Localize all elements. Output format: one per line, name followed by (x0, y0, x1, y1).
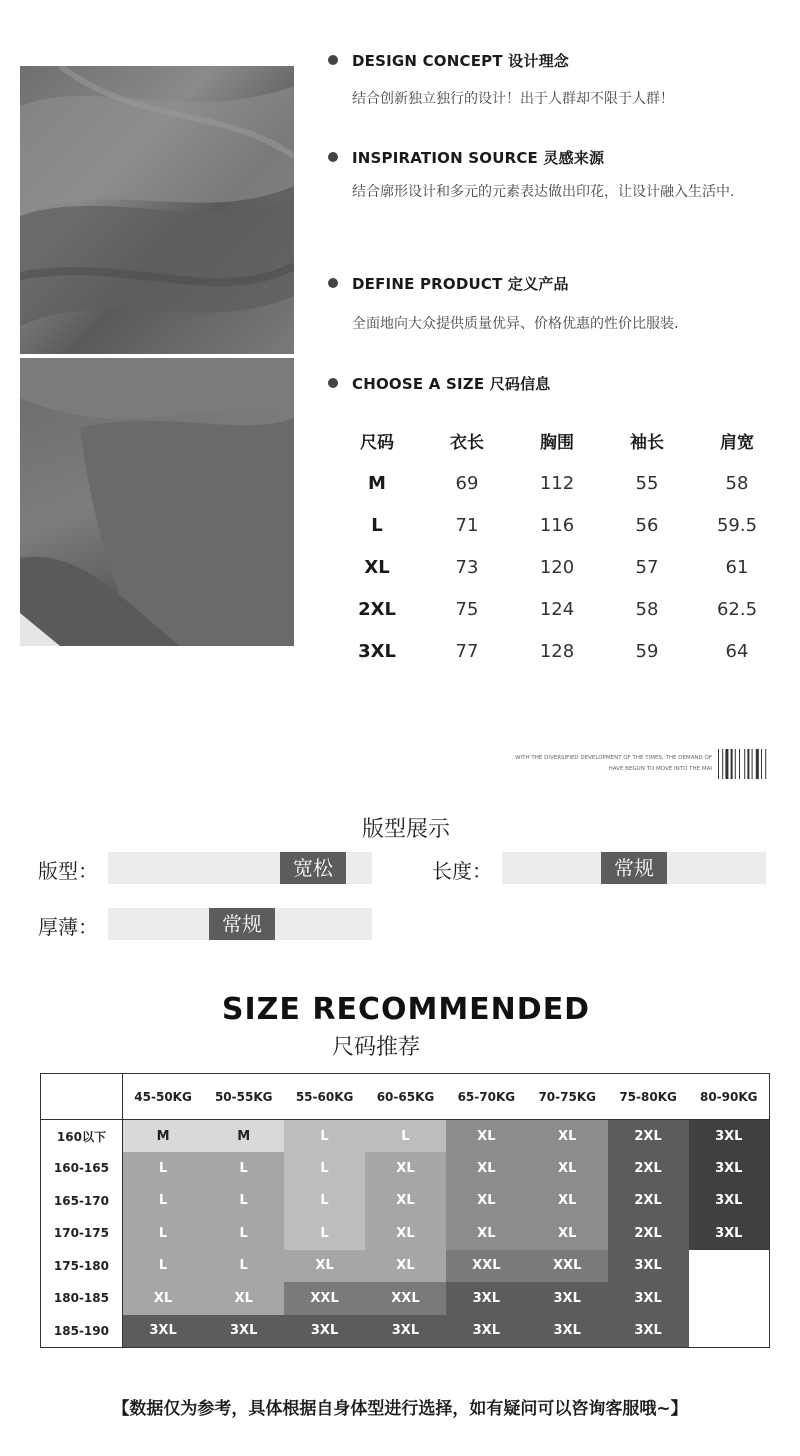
recommended-size-cell: 3XL (122, 1315, 203, 1348)
measure-value-cell: 124 (539, 598, 575, 620)
recommended-size-cell: 3XL (446, 1282, 527, 1315)
size-recommended-subtitle: 尺码推荐 (331, 1035, 420, 1060)
recommended-size-cell: 3XL (608, 1315, 689, 1348)
section-body: 全面地向大众提供质量优异、价格优惠的性价比服装. (352, 316, 679, 332)
table-row (41, 1315, 770, 1348)
section-heading: INSPIRATION SOURCE 灵感来源 (352, 148, 605, 167)
recommended-size-cell: XL (365, 1185, 446, 1218)
table-row (41, 1282, 770, 1315)
recommended-size-cell: M (203, 1120, 284, 1153)
recommended-size-cell: XL (446, 1120, 527, 1153)
design-concept-section (328, 49, 772, 114)
fabric-fold-photo (20, 66, 294, 354)
weight-column-header: 45-50KG (122, 1074, 203, 1120)
section-heading: DEFINE PRODUCT 定义产品 (352, 274, 569, 293)
recommended-size-cell: XL (527, 1185, 608, 1218)
column-header: 袖长 (630, 432, 664, 453)
height-row-header: 170-175 (41, 1217, 123, 1250)
bullet-dot-icon (328, 278, 338, 288)
size-recommend-table (40, 1073, 770, 1348)
measure-value-cell: 61 (725, 556, 749, 578)
recommended-size-cell: L (284, 1185, 365, 1218)
recommended-size-cell: XL (446, 1217, 527, 1250)
recommended-size-cell: XL (284, 1250, 365, 1283)
table-row (332, 630, 782, 672)
measure-value-cell: 69 (455, 472, 479, 494)
recommended-size-cell: 3XL (689, 1185, 770, 1218)
weight-column-header: 55-60KG (284, 1074, 365, 1120)
fit-display-title: 版型展示 (361, 817, 450, 842)
table-header-row (41, 1074, 770, 1120)
weight-column-header: 75-80KG (608, 1074, 689, 1120)
barcode-bar (725, 749, 728, 779)
recommended-size-cell: XL (527, 1120, 608, 1153)
barcode-bar (752, 749, 753, 779)
recommended-size-cell: XL (365, 1250, 446, 1283)
measure-value-cell: 59.5 (716, 514, 758, 536)
table-corner-cell (41, 1074, 123, 1120)
recommended-size-cell: L (122, 1250, 203, 1283)
height-row-header: 160-165 (41, 1152, 123, 1185)
recommended-size-cell: XXL (365, 1282, 446, 1315)
weight-column-header: 70-75KG (527, 1074, 608, 1120)
column-header: 尺码 (360, 432, 394, 453)
recommended-size-cell: L (203, 1152, 284, 1185)
recommended-size-cell: 3XL (608, 1250, 689, 1283)
weight-column-header: 80-90KG (689, 1074, 770, 1120)
recommended-size-cell: 3XL (365, 1315, 446, 1348)
recommended-size-cell: 2XL (608, 1217, 689, 1250)
fit-tag-length: 常规 (601, 852, 667, 884)
recommended-size-cell: L (203, 1185, 284, 1218)
table-row (332, 504, 782, 546)
recommended-size-cell: 3XL (446, 1315, 527, 1348)
measure-value-cell: 58 (725, 472, 749, 494)
recommended-size-cell: L (122, 1152, 203, 1185)
recommended-size-cell: 2XL (608, 1152, 689, 1185)
measure-value-cell: 128 (539, 640, 575, 662)
bullet-dot-icon (328, 152, 338, 162)
cuff-rib-photo (20, 358, 294, 646)
recommended-size-cell (689, 1315, 770, 1348)
measure-value-cell: 77 (455, 640, 479, 662)
weight-column-header: 60-65KG (365, 1074, 446, 1120)
recommended-size-cell (689, 1282, 770, 1315)
barcode-bar (735, 749, 736, 779)
fit-bar-thickness (108, 908, 372, 940)
recommended-size-cell: XL (122, 1282, 203, 1315)
table-row (332, 546, 782, 588)
fit-label-length: 长度： (432, 859, 492, 883)
table-header-row (332, 418, 782, 462)
height-row-header: 185-190 (41, 1315, 123, 1348)
recommended-size-cell: 3XL (689, 1217, 770, 1250)
fit-tag-style: 宽松 (280, 852, 346, 884)
section-body: 结合创新独立独行的设计！出于人群却不限于人群！ (352, 91, 674, 107)
section-body: 结合廓形设计和多元的元素表达做出印花，让设计融入生活中. (352, 184, 735, 200)
measure-value-cell: 59 (635, 640, 659, 662)
recommended-size-cell: L (284, 1217, 365, 1250)
recommended-size-cell: L (203, 1250, 284, 1283)
section-heading: DESIGN CONCEPT 设计理念 (352, 51, 569, 70)
recommended-size-cell: M (122, 1120, 203, 1153)
table-row (41, 1217, 770, 1250)
recommended-size-cell: XL (446, 1152, 527, 1185)
recommended-size-cell: L (122, 1185, 203, 1218)
size-recommended-title: SIZE RECOMMENDED (221, 992, 591, 1027)
size-label-cell: 2XL (358, 598, 396, 620)
recommended-size-cell: XL (446, 1185, 527, 1218)
barcode-bar (761, 749, 762, 779)
barcode-bar (739, 749, 740, 779)
decorative-slogan (500, 753, 712, 775)
measure-value-cell: 64 (725, 640, 749, 662)
measure-value-cell: 58 (635, 598, 659, 620)
cuff-rib-illustration (20, 358, 294, 646)
section-heading: CHOOSE A SIZE 尺码信息 (352, 374, 551, 393)
measure-value-cell: 71 (455, 514, 479, 536)
fabric-fold-illustration (20, 66, 294, 354)
barcode-icon (718, 749, 776, 779)
slogan-line: HAVE BEGUN TO MOVE INTO THE MAI (608, 766, 712, 772)
recommended-size-cell: XL (203, 1282, 284, 1315)
recommended-size-cell: L (284, 1120, 365, 1153)
size-measurement-table (332, 418, 782, 672)
recommended-size-cell: XL (365, 1217, 446, 1250)
recommended-size-cell (689, 1250, 770, 1283)
table-row (332, 462, 782, 504)
recommended-size-cell: 2XL (608, 1185, 689, 1218)
size-label-cell: 3XL (358, 640, 396, 662)
recommended-size-cell: XXL (284, 1282, 365, 1315)
recommended-size-cell: L (284, 1152, 365, 1185)
barcode-bar (718, 749, 719, 779)
barcode-bar (744, 749, 745, 779)
size-label-cell: XL (364, 556, 390, 578)
bullet-dot-icon (328, 378, 338, 388)
height-row-header: 160以下 (41, 1120, 123, 1153)
inspiration-source-section (328, 146, 762, 207)
barcode-bar (731, 749, 733, 779)
choose-size-section (328, 372, 551, 394)
measure-value-cell: 73 (455, 556, 479, 578)
height-row-header: 165-170 (41, 1185, 123, 1218)
recommended-size-cell: XL (365, 1152, 446, 1185)
barcode-bar (747, 749, 749, 779)
fit-tag-thickness: 常规 (209, 908, 275, 940)
recommended-size-cell: XL (527, 1217, 608, 1250)
recommended-size-cell: 3XL (608, 1282, 689, 1315)
barcode-bar (756, 749, 759, 779)
recommended-size-cell: XL (527, 1152, 608, 1185)
measure-value-cell: 116 (539, 514, 575, 536)
measure-value-cell: 112 (539, 472, 575, 494)
measure-value-cell: 57 (635, 556, 659, 578)
recommended-size-cell: L (365, 1120, 446, 1153)
column-header: 衣长 (450, 432, 484, 453)
column-header: 肩宽 (720, 432, 754, 453)
recommended-size-cell: 3XL (284, 1315, 365, 1348)
height-row-header: 180-185 (41, 1282, 123, 1315)
measure-value-cell: 120 (539, 556, 575, 578)
size-label-cell: L (371, 514, 383, 536)
fit-bar-length (502, 852, 766, 884)
weight-column-header: 65-70KG (446, 1074, 527, 1120)
recommended-size-cell: 2XL (608, 1120, 689, 1153)
measure-value-cell: 55 (635, 472, 659, 494)
table-row (41, 1152, 770, 1185)
reference-disclaimer: 【数据仅为参考，具体根据自身体型进行选择，如有疑问可以咨询客服哦~】 (112, 1399, 688, 1419)
weight-column-header: 50-55KG (203, 1074, 284, 1120)
column-header: 胸围 (540, 432, 574, 453)
define-product-section (328, 272, 772, 339)
recommended-size-cell: XXL (527, 1250, 608, 1283)
recommended-size-cell: 3XL (689, 1152, 770, 1185)
table-row (41, 1250, 770, 1283)
barcode-bar (722, 749, 723, 779)
recommended-size-cell: 3XL (203, 1315, 284, 1348)
bullet-dot-icon (328, 55, 338, 65)
measure-value-cell: 62.5 (716, 598, 758, 620)
size-label-cell: M (368, 472, 386, 494)
height-row-header: 175-180 (41, 1250, 123, 1283)
fit-label-thickness: 厚薄： (38, 915, 98, 939)
slogan-line: WITH THE DIVERSIFIED DEVELOPMENT OF THE TIMES, THE DEMAND OF (515, 755, 712, 761)
recommended-size-cell: 3XL (689, 1120, 770, 1153)
recommended-size-cell: L (122, 1217, 203, 1250)
measure-value-cell: 56 (635, 514, 659, 536)
recommended-size-cell: 3XL (527, 1282, 608, 1315)
barcode-bar (765, 749, 766, 779)
recommended-size-cell: 3XL (527, 1315, 608, 1348)
table-row (41, 1185, 770, 1218)
recommended-size-cell: XXL (446, 1250, 527, 1283)
fit-label-style: 版型： (38, 859, 98, 883)
table-row (332, 588, 782, 630)
fit-bar-style (108, 852, 372, 884)
measure-value-cell: 75 (455, 598, 479, 620)
recommended-size-cell: L (203, 1217, 284, 1250)
table-row (41, 1120, 770, 1153)
